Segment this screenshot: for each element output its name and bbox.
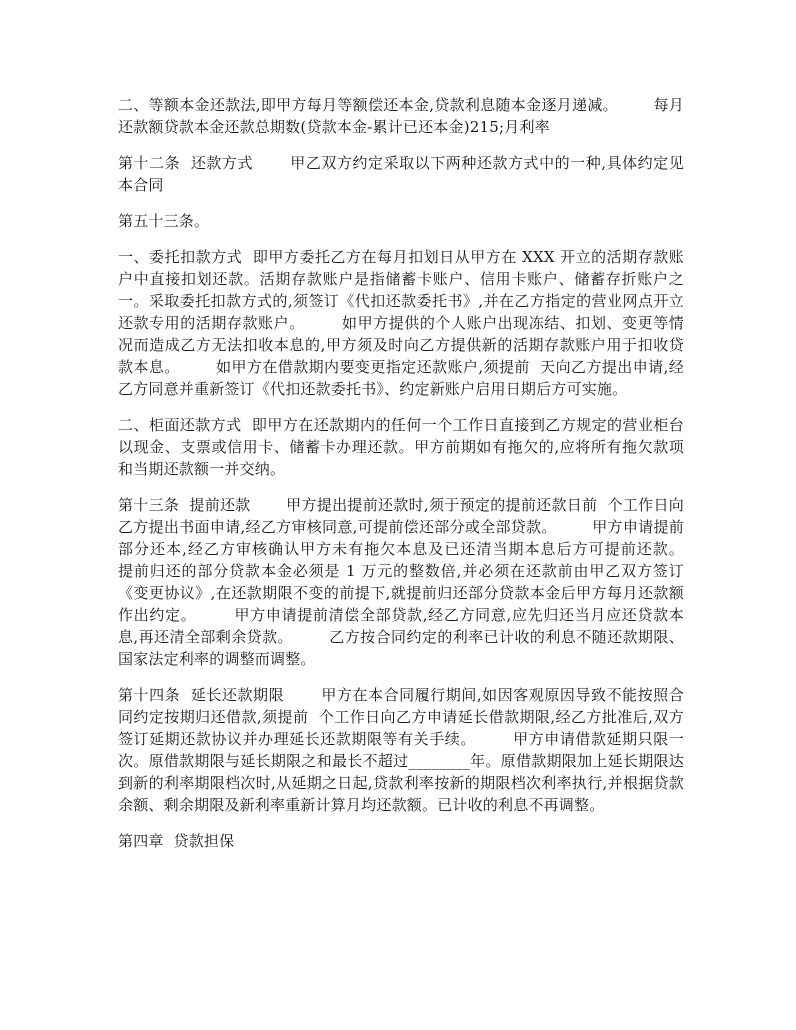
paragraph-article-53: 第五十三条。 xyxy=(118,212,210,230)
paragraph-auto-debit-method: 一、委托扣款方式 即甲方委托乙方在每月扣划日从甲方在 XXX 开立的活期存款账户中直接扣划还款。活期存款账户是指储蓄卡账户、信用卡账户、储蓄存折账户之一。采取委托扣款方式的,须签订《代扣还款委托书》,并在乙方指定的营业网点开立还款专用的活期存款账户。 如甲方提供的个人账户出现冻结、扣划、变更等情况而造成乙方无法扣收本息的,甲方须及时向乙方提供新的活期存款账户用于扣收贷款本息。 如甲方在借款期内要变更指定还款账户,须提前 天向乙方提出申请,经乙方同意并重新签订《代扣还款委托书》、约定新账户启用日期后方可实施。 xyxy=(118,248,684,398)
paragraph-counter-repayment-method: 二、柜面还款方式 即甲方在还款期内的任何一个工作日直接到乙方规定的营业柜台以现金、支票或信用卡、储蓄卡办理还款。甲方前期如有拖欠的,应将所有拖欠款项和当期还款额一并交纳。 xyxy=(118,416,684,478)
paragraph-article-14-extension: 第十四条 延长还款期限 甲方在本合同履行期间,如因客观原因导致不能按照合同约定按期归还借款,须提前 个工作日向乙方申请延长借款期限,经乙方批准后,双方签订延期还款协议并办理延长还款期限等有关手续。 甲方申请借款延期只限一次。原借款期限与延长期限之和最长不超过________年。原借款期限加上延长期限达到新的利率期限档次时,从延期之日起,贷款利率按新的期限档次利率执行,并根据贷款余额、剩余期限及新利率重新计算月均还款额。已计收的利息不再调整。 xyxy=(118,686,684,814)
chapter-heading-loan-guarantee: 第四章 贷款担保 xyxy=(118,832,235,850)
document-body xyxy=(118,94,719,866)
paragraph-article-12-repayment-method: 第十二条 还款方式 甲乙双方约定采取以下两种还款方式中的一种,具体约定见本合同 xyxy=(118,154,684,194)
paragraph-article-13-early-repayment: 第十三条 提前还款 甲方提出提前还款时,须于预定的提前还款日前 个工作日向乙方提出书面申请,经乙方审核同意,可提前偿还部分或全部贷款。 甲方申请提前部分还本,经乙方审核确认甲方未有拖欠本息及已还清当期本息后方可提前还款。 提前归还的部分贷款本金必须是 1 万元的整数倍,并必须在还款前由甲乙双方签订《变更协议》,在还款期限不变的前提下,就提前归还部分贷款本金后甲方每月还款额作出约定。 甲方申请提前清偿全部贷款,经乙方同意,应先归还当月应还贷款本息,再还清全部剩余贷款。 乙方按合同约定的利率已计收的利息不随还款期限、国家法定利率的调整而调整。 xyxy=(118,496,719,668)
paragraph-equal-principal-method: 二、等额本金还款法,即甲方每月等额偿还本金,贷款利息随本金逐月递减。 每月还款额贷款本金还款总期数(贷款本金-累计已还本金)215;月利率 xyxy=(118,96,684,136)
